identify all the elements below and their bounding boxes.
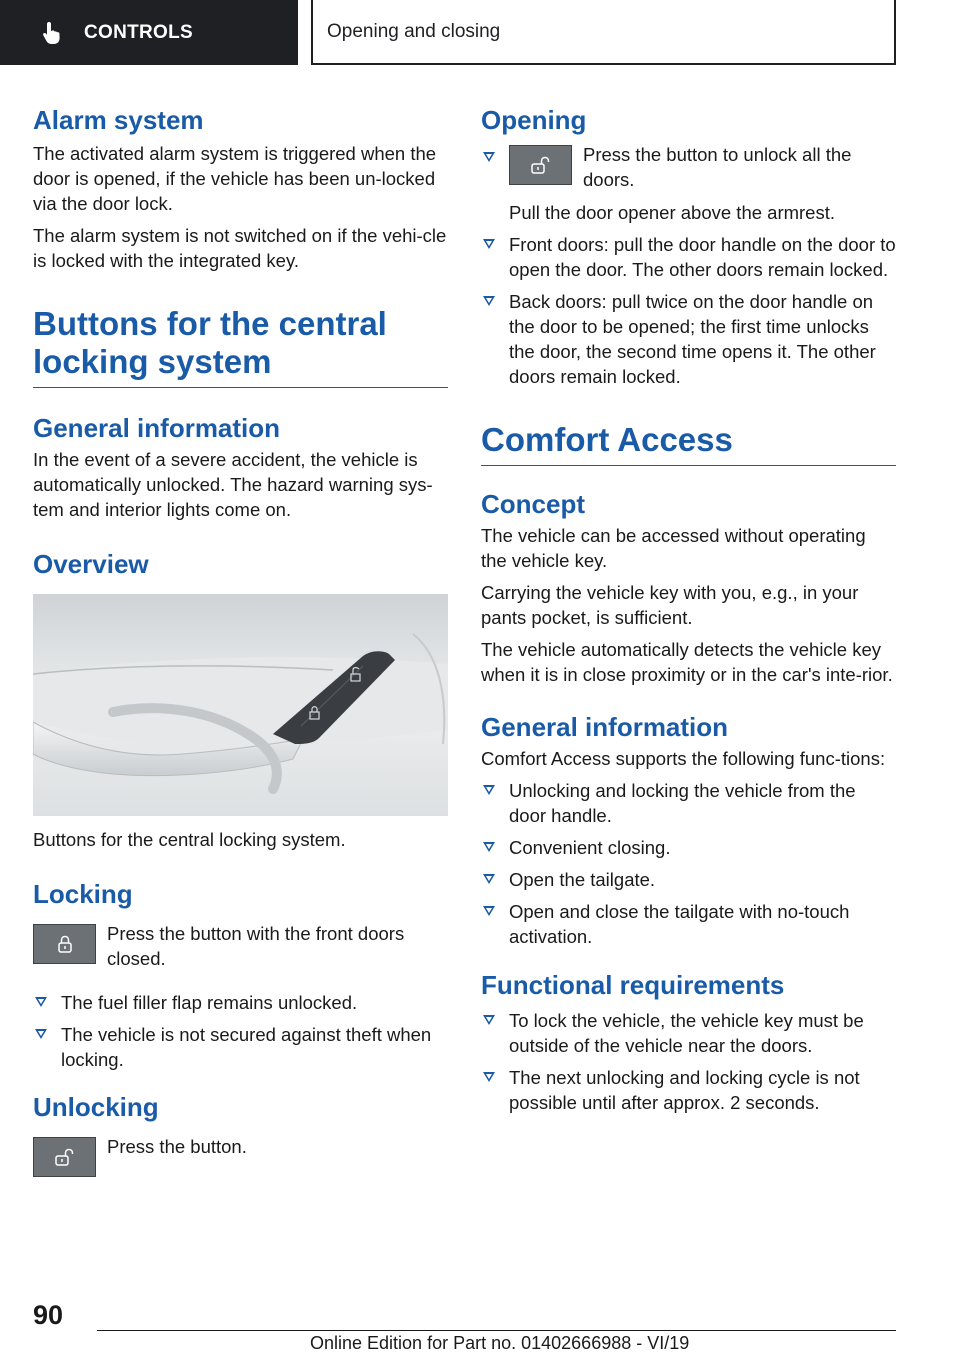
locking-bullet-list: [33, 990, 448, 1072]
lock-open-icon: [529, 154, 553, 176]
section-tab: [0, 0, 298, 65]
bullet-triangle-icon: [35, 997, 47, 1007]
opening-button-row: [509, 145, 896, 192]
list-item: [481, 145, 896, 225]
list-item: [481, 1065, 896, 1115]
list-item: [481, 778, 896, 828]
bullet-text: The fuel filler flap remains unlocked.: [61, 992, 358, 1013]
list-item: [481, 289, 896, 389]
door-panel-illustration: [33, 594, 448, 816]
locking-text: Press the button with the front doors closed.: [107, 923, 405, 969]
general-information-heading-right: General information: [481, 712, 729, 742]
unlock-button-image: [33, 1137, 96, 1177]
bullet-triangle-icon: [483, 1015, 495, 1025]
bullet-text: Back doors: pull twice on the door handle on the door to be opened; the first time unlocks the door, the second time opens it. The other doors remain locked.: [509, 291, 876, 387]
unlocking-instruction: [33, 1137, 448, 1177]
bullet-text: The vehicle is not secured against theft when locking.: [61, 1024, 432, 1070]
edition-footer: Online Edition for Part no. 01402666988 - VI/19: [310, 1333, 690, 1353]
general-information-heading: General information: [33, 413, 281, 443]
bullet-text: Open the tailgate.: [509, 869, 656, 890]
footer-divider: [97, 1330, 896, 1331]
opening-heading: Opening: [481, 105, 587, 135]
bullet-text: Unlocking and locking the vehicle from the door handle.: [509, 780, 856, 826]
list-item: [33, 990, 448, 1015]
bullet-text: The next unlocking and locking cycle is not possible until after approx. 2 seconds.: [509, 1067, 860, 1113]
locking-instruction: [33, 924, 448, 971]
concept-paragraph-2: Carrying the vehicle key with you, e.g., in your pants pocket, is sufficient.: [481, 582, 859, 628]
concept-heading: Concept: [481, 489, 585, 519]
bullet-text: Convenient closing.: [509, 837, 671, 858]
bullet-triangle-icon: [35, 1029, 47, 1039]
right-column: [481, 100, 896, 1115]
opening-button-text: Press the button to unlock all the doors.: [583, 144, 852, 190]
alarm-paragraph-1: The activated alarm system is triggered when the door is opened, if the vehicle has been un‐locked via the door lock.: [33, 143, 437, 214]
opening-bullet-list: [481, 145, 896, 389]
bullet-triangle-icon: [483, 152, 495, 162]
bullet-text: To lock the vehicle, the vehicle key must be outside of the vehicle near the doors.: [509, 1010, 864, 1056]
list-item: [481, 1008, 896, 1058]
overview-heading: Overview: [33, 549, 149, 579]
unlocking-text: Press the button.: [107, 1136, 247, 1157]
general-information-paragraph: In the event of a severe accident, the vehicle is automatically unlocked. The hazard warning sys‐tem and interior lights come on.: [33, 449, 433, 520]
list-item: [33, 1022, 448, 1072]
photo-caption: Buttons for the central locking system.: [33, 829, 346, 850]
buttons-central-locking-heading: [33, 305, 448, 388]
list-item: [481, 899, 896, 949]
bullet-text: Open and close the tailgate with no-touch activation.: [509, 901, 850, 947]
functional-requirements-heading: Functional requirements: [481, 970, 785, 1000]
list-item: [481, 232, 896, 282]
locking-heading: Locking: [33, 879, 133, 909]
bullet-triangle-icon: [483, 842, 495, 852]
hand-pointer-icon: [40, 20, 66, 46]
comfort-functions-list: [481, 778, 896, 949]
lock-button-image: [33, 924, 96, 964]
bullet-text: Front doors: pull the door handle on the door to open the door. The other doors remain locked.: [509, 234, 896, 280]
bullet-triangle-icon: [483, 1072, 495, 1082]
chapter-tab: [311, 0, 896, 65]
bullet-triangle-icon: [483, 785, 495, 795]
comfort-access-heading: Comfort Access: [481, 421, 896, 466]
bullet-triangle-icon: [483, 874, 495, 884]
functional-requirements-list: [481, 1008, 896, 1115]
page-number: 90: [33, 1300, 64, 1330]
buttons-heading-line-2: locking system: [33, 343, 272, 380]
unlock-button-image: [509, 145, 572, 185]
section-label: CONTROLS: [84, 21, 194, 43]
bullet-triangle-icon: [483, 239, 495, 249]
left-column: [33, 100, 448, 1177]
general-information-paragraph-right: Comfort Access supports the following func‐tions:: [481, 748, 886, 769]
central-locking-photo: [33, 594, 448, 816]
lock-open-icon: [53, 1146, 77, 1168]
bullet-triangle-icon: [483, 906, 495, 916]
list-item: [481, 835, 896, 860]
unlocking-heading: Unlocking: [33, 1092, 159, 1122]
opening-sub-text: Pull the door opener above the armrest.: [509, 202, 835, 223]
alarm-paragraph-2: The alarm system is not switched on if the vehi‐cle is locked with the integrated key.: [33, 225, 447, 271]
concept-paragraph-1: The vehicle can be accessed without operating the vehicle key.: [481, 525, 866, 571]
chapter-title: Opening and closing: [327, 20, 501, 42]
lock-closed-icon: [54, 933, 76, 955]
list-item: [481, 867, 896, 892]
concept-paragraph-3: The vehicle automatically detects the vehicle key when it is in close proximity or in the car's inte‐rior.: [481, 639, 893, 685]
buttons-heading-line-1: Buttons for the central: [33, 305, 387, 342]
bullet-triangle-icon: [483, 296, 495, 306]
alarm-system-heading: Alarm system: [33, 105, 204, 135]
